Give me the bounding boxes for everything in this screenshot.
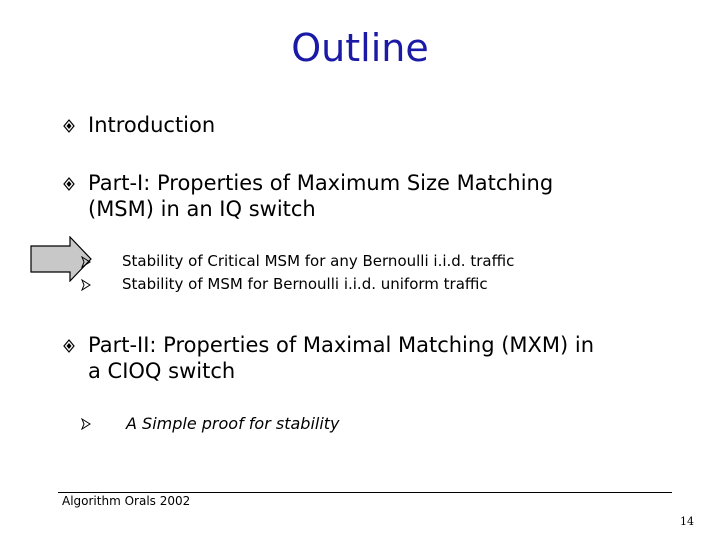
bullet-introduction: Introduction	[88, 113, 216, 137]
bullet-part-two-line1: Part-II: Properties of Maximal Matching (MXM) in	[88, 333, 595, 357]
bullet-part-one-line1: Part-I: Properties of Maximum Size Matching	[88, 171, 554, 195]
diamond-bullet-icon	[62, 177, 76, 191]
footer-label: Algorithm Orals 2002	[62, 494, 191, 508]
diamond-bullet-icon	[62, 119, 76, 133]
diamond-bullet-icon	[62, 339, 76, 353]
subbullet-msm-uniform: Stability of MSM for Bernoulli i.i.d. uniform traffic	[122, 275, 488, 293]
subbullet-critical-msm: Stability of Critical MSM for any Bernoulli i.i.d. traffic	[122, 252, 515, 270]
arrowhead-bullet-icon	[81, 256, 91, 268]
slide-title: Outline	[291, 26, 429, 70]
arrowhead-bullet-icon	[81, 418, 91, 430]
footer-divider	[58, 492, 672, 493]
bullet-part-two-line2: a CIOQ switch	[88, 359, 236, 383]
arrowhead-bullet-icon	[81, 279, 91, 291]
bullet-part-one-line2: (MSM) in an IQ switch	[88, 197, 316, 221]
page-number: 14	[680, 515, 694, 528]
subbullet-simple-proof: A Simple proof for stability	[126, 414, 340, 433]
